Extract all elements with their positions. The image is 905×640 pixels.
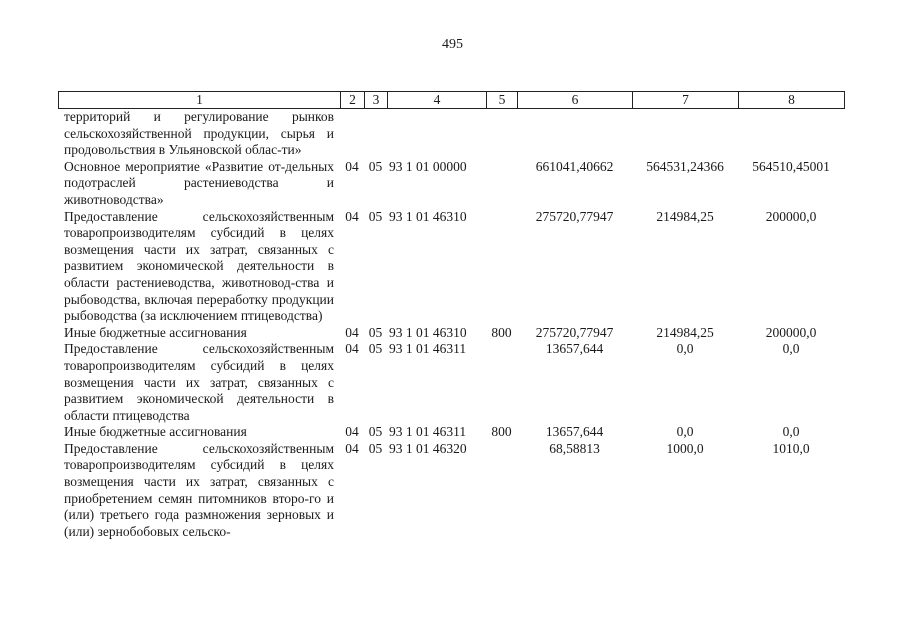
header-col-4: 4 xyxy=(388,92,487,109)
row-target-code: 93 1 01 46311 xyxy=(389,341,467,357)
row-target-code: 93 1 01 46310 xyxy=(389,208,467,224)
row-amount-col6 xyxy=(517,109,632,159)
header-col-7: 7 xyxy=(633,92,739,109)
row-section: 04 xyxy=(345,208,359,224)
row-amount-col6: 13657,644 xyxy=(545,424,604,440)
header-col-1: 1 xyxy=(59,92,341,109)
row-amount-col8: 0,0 xyxy=(782,341,800,357)
header-col-6: 6 xyxy=(518,92,633,109)
table-row xyxy=(58,441,844,541)
row-subsection: 05 xyxy=(368,424,383,440)
row-target-code: 93 1 01 46320 xyxy=(389,440,467,456)
row-expense-type xyxy=(486,109,517,159)
row-expense-type xyxy=(486,159,517,209)
row-expense-type xyxy=(486,441,517,541)
row-amount-col7 xyxy=(632,109,738,159)
table-row xyxy=(58,424,844,441)
row-amount-col7: 0,0 xyxy=(676,424,694,440)
row-amount-col7: 214984,25 xyxy=(656,324,714,340)
row-name: Предоставление сельскохозяйственным товаропроизводителям субсидий в целях возмещения части их затрат, связанных с приобретением семян питомников второ-го и (или) третьего года размножения зерновых и (или) зернобобовых сельско- xyxy=(64,440,334,539)
row-name: Иные бюджетные ассигнования xyxy=(64,424,247,440)
row-expense-type: 800 xyxy=(491,424,512,440)
row-amount-col7: 1000,0 xyxy=(666,440,704,456)
table-row xyxy=(58,341,844,424)
row-section: 04 xyxy=(345,440,359,456)
row-amount-col8: 0,0 xyxy=(782,424,800,440)
row-amount-col7: 564531,24366 xyxy=(646,158,724,174)
table-row xyxy=(58,209,844,325)
row-amount-col6: 13657,644 xyxy=(545,341,604,357)
row-amount-col6: 661041,40662 xyxy=(535,158,614,174)
table-row xyxy=(58,159,844,209)
row-amount-col6: 68,58813 xyxy=(549,440,600,456)
row-section: 04 xyxy=(345,324,359,340)
row-name: Предоставление сельскохозяйственным товаропроизводителям субсидий в целях возмещения части их затрат, связанных с развитием экономической деятельности в области птицеводства xyxy=(64,341,334,423)
row-amount-col8: 1010,0 xyxy=(772,440,810,456)
row-target-code: 93 1 01 46311 xyxy=(389,424,467,440)
table-row xyxy=(58,109,844,159)
row-name: территорий и регулирование рынков сельскохозяйственной продукции, сырья и продовольствия в Ульяновской облас-ти» xyxy=(64,109,334,158)
row-name: Предоставление сельскохозяйственным товаропроизводителям субсидий в целях возмещения части их затрат, связанных с развитием экономической деятельности в области растениеводства, животновод-ства и рыбоводства, включая переработку продукции рыбоводства (за исключением птицеводства) xyxy=(64,208,334,324)
row-subsection: 05 xyxy=(368,208,383,224)
row-expense-type xyxy=(486,341,517,424)
table-row xyxy=(58,325,844,342)
row-expense-type xyxy=(486,209,517,325)
row-section: 04 xyxy=(345,341,359,357)
row-target-code xyxy=(387,109,486,159)
header-col-5: 5 xyxy=(487,92,518,109)
row-target-code: 93 1 01 46310 xyxy=(389,324,467,340)
header-col-2: 2 xyxy=(341,92,365,109)
table-header xyxy=(58,91,845,109)
row-amount-col8 xyxy=(738,109,844,159)
row-subsection: 05 xyxy=(368,341,383,357)
header-col-8: 8 xyxy=(739,92,845,109)
row-subsection xyxy=(364,109,387,159)
row-subsection: 05 xyxy=(368,158,383,174)
budget-table xyxy=(58,109,844,540)
row-target-code: 93 1 01 00000 xyxy=(389,158,467,174)
row-amount-col7: 214984,25 xyxy=(656,208,714,224)
row-amount-col7: 0,0 xyxy=(676,341,694,357)
row-name: Основное мероприятие «Развитие от-дельных подотраслей растениеводства и животноводства» xyxy=(64,158,334,207)
row-amount-col6: 275720,77947 xyxy=(535,208,614,224)
row-name: Иные бюджетные ассигнования xyxy=(64,324,247,340)
row-amount-col8: 200000,0 xyxy=(765,208,817,224)
row-subsection: 05 xyxy=(368,324,383,340)
row-amount-col6: 275720,77947 xyxy=(535,324,614,340)
row-amount-col8: 200000,0 xyxy=(765,324,817,340)
row-expense-type: 800 xyxy=(491,324,512,340)
page-number: 495 xyxy=(442,37,463,52)
row-section xyxy=(340,109,364,159)
row-section: 04 xyxy=(345,424,359,440)
row-amount-col8: 564510,45001 xyxy=(752,158,830,174)
row-subsection: 05 xyxy=(368,440,383,456)
header-col-3: 3 xyxy=(365,92,388,109)
row-section: 04 xyxy=(345,158,359,174)
